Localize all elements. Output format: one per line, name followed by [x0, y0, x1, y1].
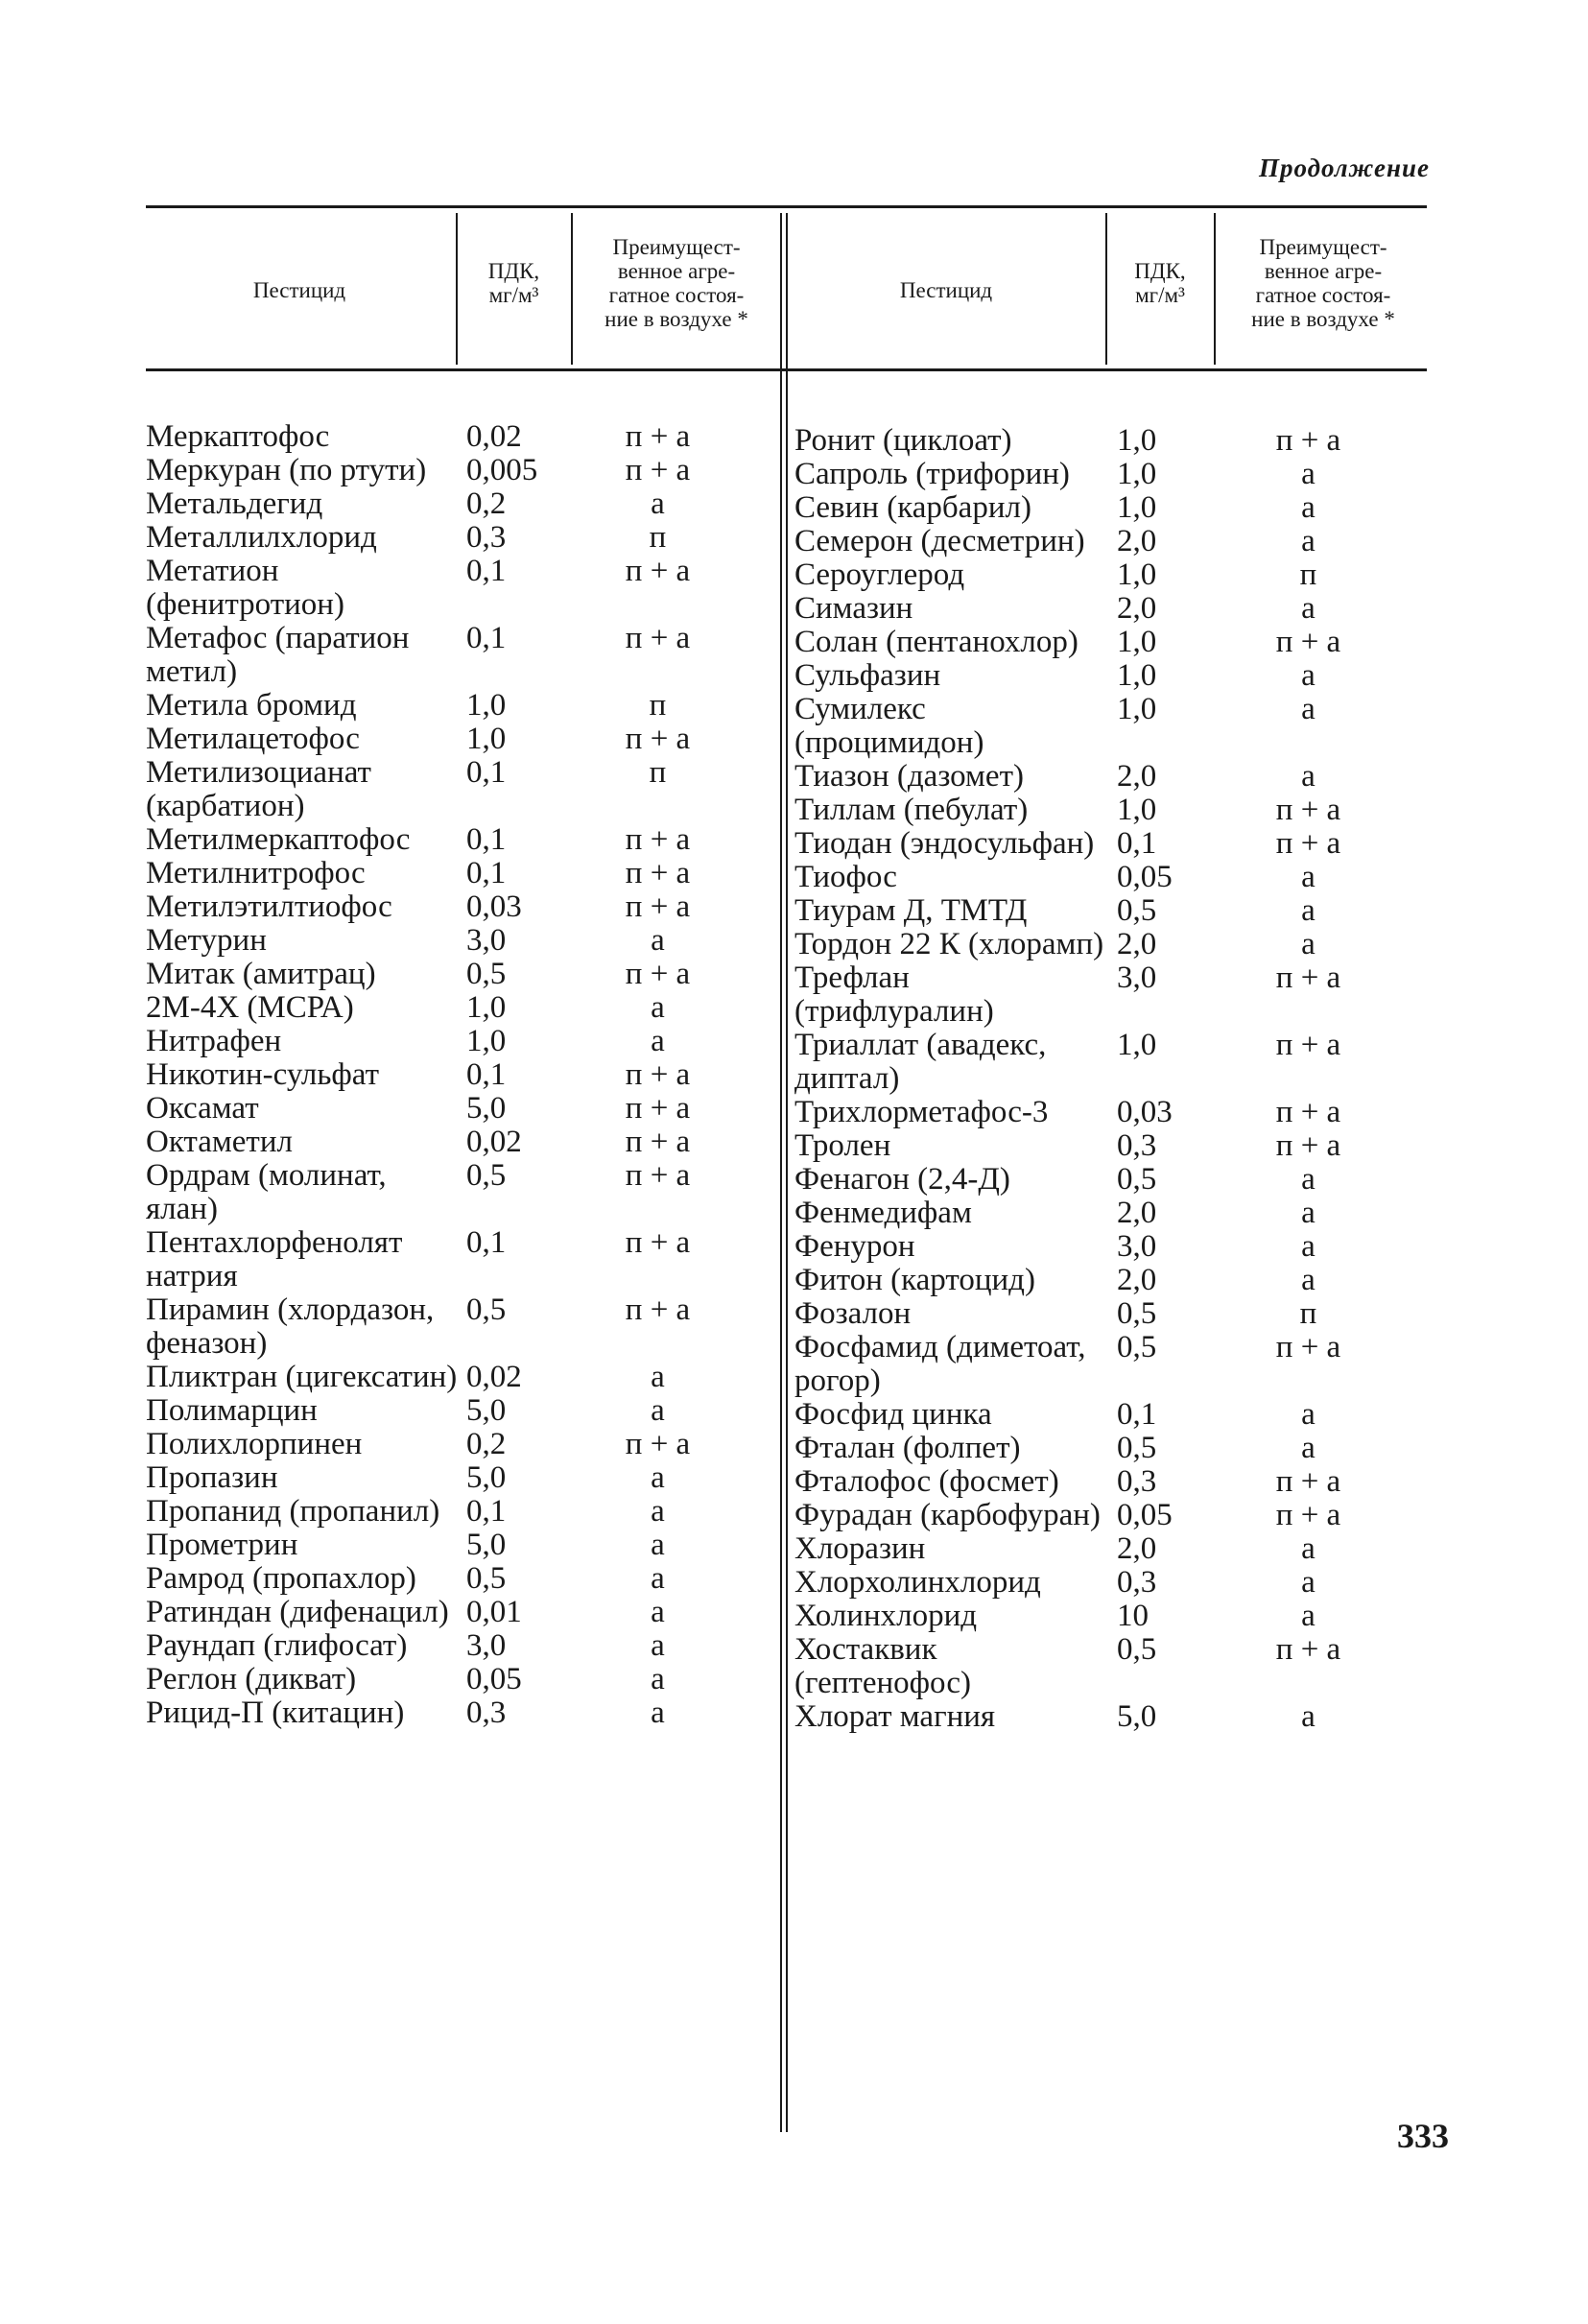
aggregate-state: а [1301, 1263, 1315, 1297]
column-rule [1105, 213, 1107, 365]
pesticide-name: Фосфид цинка [794, 1397, 992, 1432]
table-row [146, 723, 742, 756]
aggregate-state: а [651, 1595, 665, 1629]
pdk-value: 1,0 [466, 722, 507, 756]
pesticide-name: Симазин [794, 591, 913, 626]
header-pdk-left: ПДК, мг/м³ [487, 259, 540, 307]
pdk-value: 1,0 [1117, 692, 1157, 726]
table-row [794, 1600, 1397, 1633]
pdk-value: 0,5 [466, 1561, 507, 1596]
table-row [794, 1633, 1397, 1700]
table-row [146, 857, 742, 890]
pesticide-name: Трихлорметафос-3 [794, 1095, 1049, 1129]
table-row [146, 1058, 742, 1092]
pesticide-name: Хлорат магния [794, 1699, 996, 1734]
table-row [146, 1394, 742, 1428]
aggregate-state: а [1301, 1565, 1315, 1600]
table-row [794, 1700, 1397, 1734]
pdk-value: 0,1 [466, 856, 507, 890]
table-row [146, 991, 742, 1025]
pdk-value: 0,02 [466, 419, 522, 454]
table-row [146, 958, 742, 991]
table-row [794, 626, 1397, 659]
table-row [146, 1596, 742, 1629]
aggregate-state: п + а [1275, 625, 1341, 659]
pesticide-name: Фенмедифам [794, 1196, 972, 1230]
pdk-value: 0,1 [466, 822, 507, 857]
aggregate-state: а [1301, 860, 1315, 894]
pdk-value: 0,5 [1117, 893, 1157, 928]
pesticide-name: Пирамин (хлордазон, феназон) [146, 1292, 435, 1361]
table-row [146, 622, 742, 689]
table-top-rule [146, 205, 1427, 208]
table-row [146, 420, 742, 454]
pesticide-name: Сульфазин [794, 658, 941, 693]
pesticide-name: Метилмеркаптофос [146, 822, 411, 857]
table-row [146, 1361, 742, 1394]
header-state-left: Преимущест- венное агре- гатное состоя- ние в воздухе * [604, 235, 748, 331]
table-row [146, 521, 742, 555]
table-row [794, 760, 1397, 794]
pesticide-name: Тиодан (эндосульфан) [794, 826, 1095, 861]
aggregate-state: п + а [625, 722, 691, 756]
pesticide-name: Тордон 22 К (хлорамп) [794, 927, 1104, 961]
aggregate-state: п + а [625, 822, 691, 857]
pesticide-name: Меркуран (по ртути) [146, 453, 427, 487]
aggregate-state: п + а [625, 856, 691, 890]
pdk-value: 3,0 [466, 1628, 507, 1663]
pdk-value: 2,0 [1117, 591, 1157, 626]
aggregate-state: п + а [1275, 1128, 1341, 1163]
table-row [794, 1532, 1397, 1566]
aggregate-state: а [1301, 759, 1315, 794]
aggregate-state: п + а [625, 1091, 691, 1126]
aggregate-state: а [651, 990, 665, 1025]
aggregate-state: п [1299, 1296, 1317, 1331]
aggregate-state: а [1301, 1229, 1315, 1264]
pesticide-name: Митак (амитрац) [146, 957, 376, 991]
aggregate-state: а [1301, 1196, 1315, 1230]
pesticide-name: Меркаптофос [146, 419, 330, 454]
aggregate-state: а [651, 1662, 665, 1696]
table-row [794, 1499, 1397, 1532]
pesticide-name: Фурадан (карбофуран) [794, 1498, 1101, 1532]
left-pesticide-table [146, 420, 742, 1730]
pdk-value: 2,0 [1117, 1263, 1157, 1297]
pdk-value: 0,02 [466, 1360, 522, 1394]
pesticide-name: Солан (пентанохлор) [794, 625, 1078, 659]
pesticide-name: Тиофос [794, 860, 897, 894]
table-row [146, 1495, 742, 1529]
pesticide-name: Метальдегид [146, 486, 323, 521]
table-row [146, 924, 742, 958]
aggregate-state: а [1301, 591, 1315, 626]
table-row [794, 491, 1397, 525]
pdk-value: 1,0 [1117, 557, 1157, 592]
aggregate-state: а [651, 923, 665, 958]
pdk-value: 1,0 [1117, 423, 1157, 458]
table-row [146, 756, 742, 823]
pesticide-name: 2М-4Х (МСРА) [146, 990, 354, 1025]
table-row [146, 1663, 742, 1696]
pdk-value: 1,0 [1117, 1028, 1157, 1062]
pdk-value: 0,2 [466, 1427, 507, 1461]
pdk-value: 5,0 [466, 1528, 507, 1562]
pdk-value: 0,02 [466, 1125, 522, 1159]
pesticide-name: Пропазин [146, 1460, 278, 1495]
aggregate-state: а [1301, 1599, 1315, 1633]
pesticide-name: Фталан (фолпет) [794, 1431, 1021, 1465]
table-row [146, 823, 742, 857]
pesticide-name: Сероуглерод [794, 557, 965, 592]
pdk-value: 1,0 [466, 990, 507, 1025]
continued-label: Продолжение [1258, 154, 1430, 182]
aggregate-state: п + а [625, 419, 691, 454]
table-row [794, 659, 1397, 693]
column-rule [456, 213, 458, 365]
table-row [794, 1465, 1397, 1499]
aggregate-state: а [1301, 893, 1315, 928]
pdk-value: 0,05 [1117, 860, 1173, 894]
table-row [794, 1163, 1397, 1197]
pdk-value: 0,1 [1117, 826, 1157, 861]
pdk-value: 0,5 [1117, 1330, 1157, 1364]
aggregate-state: а [1301, 457, 1315, 491]
aggregate-state: а [1301, 490, 1315, 525]
pdk-value: 0,03 [466, 889, 522, 924]
pdk-value: 0,5 [1117, 1296, 1157, 1331]
aggregate-state: а [1301, 692, 1315, 726]
header-pesticide-right: Пестицид [899, 278, 993, 302]
aggregate-state: а [651, 1460, 665, 1495]
pesticide-name: Оксамат [146, 1091, 259, 1126]
pesticide-name: Металлилхлорид [146, 520, 377, 555]
pdk-value: 3,0 [1117, 1229, 1157, 1264]
table-row [794, 1129, 1397, 1163]
page-number: 333 [1397, 2117, 1449, 2155]
column-rule [571, 213, 573, 365]
pdk-value: 0,3 [1117, 1128, 1157, 1163]
pesticide-name: Тиурам Д, ТМТД [794, 893, 1028, 928]
pesticide-name: Триаллат (авадекс, диптал) [794, 1028, 1047, 1096]
pesticide-name: Пентахлорфенолят натрия [146, 1225, 403, 1293]
column-rule [786, 213, 788, 2132]
table-row [794, 928, 1397, 961]
aggregate-state: а [1301, 927, 1315, 961]
pdk-value: 1,0 [1117, 457, 1157, 491]
aggregate-state: п + а [625, 1292, 691, 1327]
pdk-value: 5,0 [466, 1393, 507, 1428]
pesticide-name: Полимарцин [146, 1393, 318, 1428]
pesticide-name: Раундап (глифосат) [146, 1628, 408, 1663]
pdk-value: 3,0 [1117, 960, 1157, 995]
table-row [794, 558, 1397, 592]
pesticide-name: Фозалон [794, 1296, 912, 1331]
aggregate-state: а [651, 486, 665, 521]
pesticide-name: Хлорхолинхлорид [794, 1565, 1041, 1600]
pdk-value: 1,0 [466, 1024, 507, 1058]
pdk-value: 2,0 [1117, 1531, 1157, 1566]
pdk-value: 10 [1117, 1599, 1149, 1633]
pdk-value: 0,03 [1117, 1095, 1173, 1129]
pesticide-name: Рамрод (пропахлор) [146, 1561, 416, 1596]
table-row [794, 458, 1397, 491]
table-row [794, 693, 1397, 760]
pesticide-name: Сапроль (трифорин) [794, 457, 1070, 491]
pesticide-name: Метилэтилтиофос [146, 889, 392, 924]
pesticide-name: Хлоразин [794, 1531, 926, 1566]
table-row [794, 1297, 1397, 1331]
table-row [146, 487, 742, 521]
table-row [794, 961, 1397, 1029]
aggregate-state: а [651, 1024, 665, 1058]
pdk-value: 5,0 [466, 1460, 507, 1495]
table-row [146, 454, 742, 487]
pesticide-name: Метафос (паратион метил) [146, 621, 410, 689]
table-row [794, 794, 1397, 827]
table-row [146, 1126, 742, 1159]
pdk-value: 0,5 [466, 1158, 507, 1193]
aggregate-state: п [649, 520, 667, 555]
pesticide-name: Ронит (циклоат) [794, 423, 1012, 458]
table-row [146, 1428, 742, 1461]
table-row [146, 1529, 742, 1562]
pdk-value: 2,0 [1117, 1196, 1157, 1230]
pdk-value: 0,1 [466, 1225, 507, 1260]
aggregate-state: п [649, 688, 667, 723]
pesticide-name: Хостаквик (гептенофос) [794, 1632, 971, 1700]
pdk-value: 0,5 [1117, 1162, 1157, 1197]
aggregate-state: п + а [625, 1125, 691, 1159]
table-row [794, 1029, 1397, 1096]
pesticide-name: Октаметил [146, 1125, 293, 1159]
pesticide-name: Тролен [794, 1128, 891, 1163]
aggregate-state: а [651, 1393, 665, 1428]
pdk-value: 1,0 [1117, 793, 1157, 827]
pesticide-name: Фталофос (фосмет) [794, 1464, 1059, 1499]
pdk-value: 0,1 [466, 621, 507, 655]
aggregate-state: п + а [625, 554, 691, 588]
pesticide-name: Метила бромид [146, 688, 357, 723]
pesticide-name: Пропанид (пропанил) [146, 1494, 440, 1529]
pdk-value: 0,5 [466, 957, 507, 991]
aggregate-state: а [1301, 1397, 1315, 1432]
pdk-value: 2,0 [1117, 524, 1157, 558]
pdk-value: 0,1 [466, 554, 507, 588]
right-pesticide-table [794, 424, 1397, 1734]
aggregate-state: а [1301, 1431, 1315, 1465]
pdk-value: 1,0 [1117, 625, 1157, 659]
aggregate-state: а [1301, 1531, 1315, 1566]
aggregate-state: п + а [1275, 1095, 1341, 1129]
table-row [794, 1398, 1397, 1432]
pesticide-name: Рицид-П (китацин) [146, 1696, 405, 1730]
pesticide-name: Никотин-сульфат [146, 1057, 380, 1092]
aggregate-state: п + а [625, 889, 691, 924]
pesticide-name: Реглон (дикват) [146, 1662, 357, 1696]
pesticide-name: Метилацетофос [146, 722, 360, 756]
pesticide-name: Семерон (десметрин) [794, 524, 1085, 558]
header-pdk-right: ПДК, мг/м³ [1134, 259, 1186, 307]
table-row [146, 1629, 742, 1663]
pesticide-name: Фенурон [794, 1229, 915, 1264]
pdk-value: 0,05 [466, 1662, 522, 1696]
pdk-value: 0,5 [1117, 1632, 1157, 1667]
pdk-value: 2,0 [1117, 927, 1157, 961]
pdk-value: 0,1 [1117, 1397, 1157, 1432]
pdk-value: 0,3 [466, 520, 507, 555]
pesticide-name: Трефлан (трифлуралин) [794, 960, 994, 1029]
pdk-value: 0,3 [1117, 1565, 1157, 1600]
pdk-value: 0,1 [466, 755, 507, 790]
pesticide-name: Нитрафен [146, 1024, 282, 1058]
table-row [146, 1226, 742, 1293]
table-row [146, 1696, 742, 1730]
pesticide-name: Метилизоцианат (карбатион) [146, 755, 371, 823]
table-row [794, 827, 1397, 861]
aggregate-state: п + а [1275, 826, 1341, 861]
pesticide-name: Фитон (картоцид) [794, 1263, 1035, 1297]
table-row [794, 1432, 1397, 1465]
pdk-value: 0,05 [1117, 1498, 1173, 1532]
aggregate-state: п + а [625, 1225, 691, 1260]
pesticide-name: Ордрам (молинат, ялан) [146, 1158, 387, 1226]
pdk-value: 5,0 [466, 1091, 507, 1126]
column-rule [1214, 213, 1216, 365]
aggregate-state: п [1299, 557, 1317, 592]
table-row [146, 890, 742, 924]
pdk-value: 2,0 [1117, 759, 1157, 794]
aggregate-state: п + а [1275, 423, 1341, 458]
table-row [146, 689, 742, 723]
table-row [146, 1562, 742, 1596]
aggregate-state: п + а [1275, 1498, 1341, 1532]
pdk-value: 1,0 [1117, 490, 1157, 525]
pesticide-name: Фосфамид (диметоат, рогор) [794, 1330, 1086, 1398]
pesticide-name: Метатион (фенитротион) [146, 554, 344, 622]
table-row [146, 1159, 742, 1226]
table-row [794, 861, 1397, 894]
aggregate-state: а [1301, 1699, 1315, 1734]
aggregate-state: п + а [1275, 793, 1341, 827]
table-row [146, 1092, 742, 1126]
aggregate-state: а [1301, 658, 1315, 693]
pdk-value: 0,3 [1117, 1464, 1157, 1499]
aggregate-state: а [651, 1561, 665, 1596]
pdk-value: 0,3 [466, 1696, 507, 1730]
pesticide-name: Тиллам (пебулат) [794, 793, 1029, 827]
pesticide-name: Полихлорпинен [146, 1427, 363, 1461]
aggregate-state: п + а [625, 1057, 691, 1092]
table-row [794, 424, 1397, 458]
pesticide-name: Сумилекс (процимидон) [794, 692, 984, 760]
aggregate-state: п + а [625, 1158, 691, 1193]
table-row [146, 555, 742, 622]
pdk-value: 5,0 [1117, 1699, 1157, 1734]
pesticide-name: Прометрин [146, 1528, 298, 1562]
table-row [794, 1197, 1397, 1230]
table-row [146, 1461, 742, 1495]
aggregate-state: п [649, 755, 667, 790]
pdk-value: 0,005 [466, 453, 538, 487]
aggregate-state: а [651, 1628, 665, 1663]
pesticide-name: Тиазон (дазомет) [794, 759, 1024, 794]
aggregate-state: п + а [625, 453, 691, 487]
table-row [794, 1566, 1397, 1600]
pdk-value: 1,0 [1117, 658, 1157, 693]
header-pesticide-left: Пестицид [252, 278, 346, 302]
pdk-value: 3,0 [466, 923, 507, 958]
aggregate-state: а [651, 1528, 665, 1562]
pesticide-name: Холинхлорид [794, 1599, 978, 1633]
pdk-value: 0,5 [1117, 1431, 1157, 1465]
pesticide-name: Пликтран (цигексатин) [146, 1360, 458, 1394]
table-row [794, 1230, 1397, 1264]
table-row [794, 1096, 1397, 1129]
aggregate-state: а [1301, 1162, 1315, 1197]
aggregate-state: п + а [1275, 1464, 1341, 1499]
aggregate-state: п + а [1275, 1632, 1341, 1667]
pesticide-name: Метурин [146, 923, 267, 958]
aggregate-state: п + а [625, 1427, 691, 1461]
aggregate-state: а [1301, 524, 1315, 558]
pdk-value: 0,1 [466, 1057, 507, 1092]
pdk-value: 0,5 [466, 1292, 507, 1327]
aggregate-state: а [651, 1360, 665, 1394]
pdk-value: 0,2 [466, 486, 507, 521]
column-rule [780, 213, 782, 2132]
aggregate-state: п + а [625, 957, 691, 991]
aggregate-state: п + а [1275, 1028, 1341, 1062]
pesticide-name: Фенагон (2,4-Д) [794, 1162, 1010, 1197]
table-row [146, 1025, 742, 1058]
pdk-value: 0,1 [466, 1494, 507, 1529]
pesticide-name: Ратиндан (дифенацил) [146, 1595, 449, 1629]
aggregate-state: п + а [1275, 1330, 1341, 1364]
aggregate-state: а [651, 1494, 665, 1529]
aggregate-state: а [651, 1696, 665, 1730]
pesticide-name: Метилнитрофос [146, 856, 366, 890]
pesticide-name: Севин (карбарил) [794, 490, 1031, 525]
table-row [146, 1293, 742, 1361]
pdk-value: 0,01 [466, 1595, 522, 1629]
table-row [794, 592, 1397, 626]
header-state-right: Преимущест- венное агре- гатное состоя- ние в воздухе * [1251, 235, 1395, 331]
aggregate-state: п + а [625, 621, 691, 655]
aggregate-state: п + а [1275, 960, 1341, 995]
table-row [794, 525, 1397, 558]
table-row [794, 894, 1397, 928]
pdk-value: 1,0 [466, 688, 507, 723]
table-row [794, 1331, 1397, 1398]
table-row [794, 1264, 1397, 1297]
